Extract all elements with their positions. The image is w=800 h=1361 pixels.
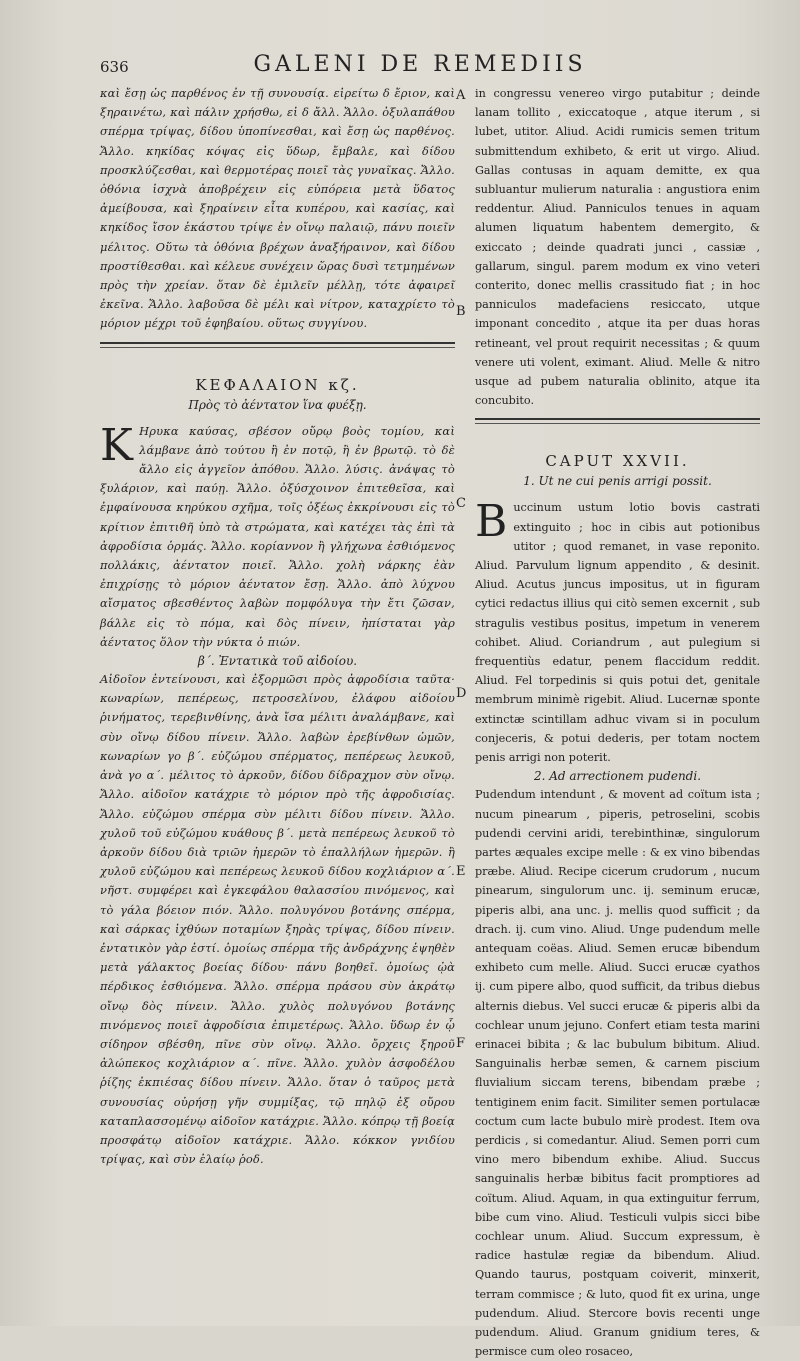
latin-dropcap: B [475,496,508,548]
greek-paragraph-2: Αἰδοῖον ἐντείνουσι, καὶ ἐξορμῶσι πρὸς ἀφροδίσια ταῦτα· κωναρίων, πεπέρεως, πετροσελίνου, ἐλάφου αἰδοίου ῥινήματος, τερεβινθίνης, ἀνὰ ἴσα μέλιτι ἀναλάμβανε, καὶ σὺν οἴνῳ δίδου πίνειν. Ἄλλο. λαβὼν ἐρεβίνθων ὠμῶν, κωναρίων γο β΄. εὐζώμου σπέρματος, πεπέρεως λευκοῦ, ἀνὰ γο α΄. μέλιτος τὸ ἀρκοῦν, δίδου δίδραχμον σὺν οἴνῳ. Ἄλλο. αἰδοῖον κατάχριε τὸ μόριον πρὸ τῆς ἀφροδισίας. Ἄλλο. εὐζώμου σπέρμα σὺν μέλιτι δίδου πίνειν. Ἄλλο. χυλοῦ τοῦ εὐζώμου κυάθους β΄. μετὰ πεπέρεως λευκοῦ τὸ ἀρκοῦν δίδου διὰ τριῶν ἡμερῶν τὸ ἐπαλλήλων ἡμερῶν. ἢ χυλοῦ εὐζώμου καὶ πεπέρεως λευκοῦ δίδου κοχλιάριον α΄. νῆστ. συμφέρει καὶ ἐγκεφάλου θαλασσίου πινόμενος, καὶ τὸ γάλα βόειον πιόν. Ἄλλο. πολυγόνου βοτάνης σπέρμα, καὶ σάρκας ἰχθύων ποταμίων ξηρὰς τρίψας, δίδου πίνειν. ἐντατικὸν γὰρ ἐστί. ὁμοίως σπέρμα τῆς ἀνδράχνης ἑψηθὲν μετὰ γάλακτος βοείας δίδου· πάνυ βοηθεῖ. ὁμοίως ᾠὰ πέρδικος ἐσθιόμενα. Ἄλλο. σπέρμα πράσου σὺν ἀκράτῳ οἴνῳ δὸς πίνειν. Ἄλλο. χυλὸς πολυγόνου βοτάνης πινόμενος ποιεῖ ἀφροδίσια ἐπιμετέρως. Ἄλλο. ὕδωρ ἐν ᾧ σίδηρον σβέσθη, πῖνε σὺν οἴνῳ. Ἄλλο. ὄρχεις ξηροῦ ἀλώπεκος κοχλιάριον α΄. πῖνε. Ἄλλο. χυλὸν ἀσφοδέλου ῥίζης ἐκπιέσας δίδου πίνειν. Ἄλλο. ὅταν ὁ ταῦρος μετὰ συνουσίας οὐρήσῃ γῆν συμμίξας, τῷ πηλῷ ἐξ οὔρου καταπλασσομένῳ αἰδοῖον κατάχριε. Ἄλλο. κόπρῳ τῇ βοείᾳ προσφάτῳ αἰδοῖον κατάχριε. Ἄλλο. κόκκον γνιδίου τρίψας, καὶ σὺν ἐλαίῳ ῥοδ. [100,672,455,1167]
latin-paragraph-2: Pudendum intendunt , & movent ad coïtum ista ; nucum pinearum , piperis, petroselini, scobis pudendi cervini aridi, terebinthinæ, singulorum partes æquales excipe melle : & ex vino bibendas præbe. Aliud. Recipe cicerum crudorum , nucum pinearum, singulorum unc. ij. seminum erucæ, piperis albi, ana unc. j. mellis quod sufficit ; da drach. ij. cum vino. Aliud. Unge pudendum melle antequam coëas. Aliud. Semen erucæ bibendum exhibeto cum melle. Aliud. Succi erucæ cyathos ij. cum pipere albo, quod sufficit, da tribus diebus alternis diebus. Vel succi erucæ & piperis albi da cochlear unum jejuno. Confert etiam testa marini erinacei bibita ; & lac bubulum bibitum. Aliud. Sanguinalis herbæ semen, & carnem piscium fluvialium siccam terens, bibendam præbe ; tentiginem enim facit. Similiter semen portulacæ coctum cum lacte bubulo mirè prodest. Item ova perdicis , si comedantur. Aliud. Semen porri cum vino mero bibendum exhibe. Aliud. Succus sanguinalis herbæ bibitus facit promptiores ad coïtum. Aliud. Aquam, in qua extinguitur ferrum, bibe cum vino. Aliud. Testiculi vulpis sicci bibe cochlear unum. Aliud. Succum expressum, è radice hastulæ regiæ da bibendum. Aliud. Quando taurus, postquam coiverit, minxerit, terram commisce ; & luto, quod fit ex urina, unge pudendum. Aliud. Stercore bovis recenti unge pudendum. Aliud. Granum gnidium teres, & permisce cum oleo rosaceo, [475,788,760,1359]
running-title: GALENI DE REMEDIIS [253,52,587,77]
latin-section-2-title: 2. Ad arrectionem pudendi. [533,769,702,784]
margin-letter-c: C [456,496,466,511]
greek-dropcap: Κ [100,419,134,471]
page-number: 636 [100,58,129,76]
divider-rule-thin [100,347,455,348]
greek-chapter-subtitle: Πρὸς τὸ ἀέντατον ἵνα φυέξῃ. [188,397,367,412]
margin-letter-f: F [456,1036,466,1051]
greek-top-paragraph: καὶ ἔσῃ ὡς παρθένος ἐν τῇ συνουσίᾳ. εἰρείτω δ ἔριον, καὶ ξηραινέτω, καὶ πάλιν χρήσθω, εἰ δ ἄλλ. Ἄλλο. ὀξυλαπάθου σπέρμα τρίψας, δίδου ὑποπίνεσθαι, καὶ ἔσῃ ὡς παρθένος. Ἄλλο. κηκίδας κόψας εἰς ὕδωρ, ἔμβαλε, καὶ δίδου προσκλύζεσθαι, καὶ θερμοτέρας ποιεῖ τὰς γυναῖκας. Ἄλλο. ὀθόνια ἰσχνὰ ἀποβρέχειν εἰς εὐπόρεια μετὰ ὕδατος ἀμείβουσα, καὶ ξηραίνειν εἶτα κυπέρου, καὶ κασίας, καὶ κηκίδος ἴσον ἑκάστου τρίψε ἐν οἴνῳ παλαιῷ, πάνυ ποιεῖν μέλιτος. Οὕτω τὰ ὀθόνια βρέχων ἀναξήραινον, καὶ δίδου προστίθεσθαι. καὶ κέλευε συνέχειν ὥρας δυσὶ τετμημένων πρὸς τὴν χρείαν. ὅταν δὲ ἐμιλεῖν μέλλῃ, τότε ἀφαιρεῖ ἐκεῖνα. Ἄλλο. λαβοῦσα δὲ μέλι καὶ νίτρον, καταχρίετο τὸ μόριον μέχρι τοῦ ἐφηβαίου. οὕτως συγγίνου. [100,86,455,331]
latin-chapter-title: CAPUT XXVII. [545,452,690,471]
greek-column [100,84,455,1169]
margin-letter-b: B [456,304,466,319]
divider-rule [100,342,455,344]
margin-letter-a: A [456,88,466,103]
greek-paragraph-1 [100,419,455,652]
margin-letter-d: D [456,686,467,701]
margin-letter-e: E [456,864,466,879]
divider-rule-thin [475,423,760,424]
latin-paragraph-1 [475,498,760,767]
greek-paragraph-1-text: Ηρυκα καύσας, σβέσον οὔρῳ βοὸς τομίου, καὶ λάμβανε ἀπὸ τούτου ἢ ἐν ποτῷ, ἢ ἐν βρωτῷ. τὸ δὲ ἄλλο εἰς ἀγγεῖον ἀπόθου. Ἄλλο. λύσις. ἀνάψας τὸ ξυλάριον, καὶ παύῃ. Ἄλλο. ὀξύσχοινον ἐπιτεθεῖσα, καὶ ἐμφαίνουσα κηρύκου σχῆμα, τοῖς ὀξέως ἐκκρίνουσι εἰς τὸ κρίτιον ἐπιτιθῆ ὑπὸ τὰ στρώματα, καὶ κατέχει τὰς ἐπὶ τὰ ἀφροδίσια ὁρμάς. Ἄλλο. κορίαννον ἢ γλήχωνα ἐσθιόμενος πολλάκις, ἀέντατον ποιεῖ. Ἄλλο. χολὴ νάρκης ἐὰν ἐπιχρίσῃς τὸ μόριον ἀέντατον ἔσῃ. Ἄλλο. ἀπὸ λύχνου αἴσματος σβεσθέντος λαβὼν πομφόλυγα τὴν ἔτι ζῶσαν, βάλλε εἰς τὸ πόμα, καὶ δὸς πίνειν, ἠπίσταται γὰρ ἀέντατος ὅλον τὴν νύκτα ὁ πιών. [100,423,455,649]
latin-top-paragraph: in congressu venereo virgo putabitur ; deinde lanam tollito , exiccatoque , atque iterum , si lubet, utitor. Aliud. Acidi rumicis semen tritum submittendum exhibeto, & erit ut virgo. Aliud. Gallas contusas in aquam demitte, ex qua subluantur mulierum naturalia : angustiora enim reddentur. Aliud. Panniculos tenues in aquam alumen liquatum habentem demergito, & exiccato ; deinde quadrati junci , cassiæ , gallarum, singul. parem modum ex vino veteri conterito, donec mellis crassitudo fiat ; in hoc panniculos madefaciens resiccato, utque imponant concedito , atque ita per duas horas retineant, vel prout requirit necessitas ; & quum venere uti volent, eximant. Aliud. Melle & nitro usque ad pubem naturalia oblinito, atque ita concubito. [475,87,760,408]
divider-rule [475,418,760,420]
page-header [0,52,800,82]
greek-chapter-title: ΚΕΦΑΛΑΙΟΝ κζ. [195,375,360,394]
greek-section-title: β΄. Ἐντατικὰ τοῦ αἰδοίου. [197,654,358,669]
latin-paragraph-1-text: uccinum ustum lotio bovis castrati extinguito ; hoc in cibis aut potionibus utitor ; quod remanet, in vase reponito. Aliud. Parvulum lignum appendito , & desinit. Aliud. Acutus juncus impositus, ut in figuram cytici redactus illius qui citò semen excernit , sub stragulis vestibus positus, impetum in venerem cohibet. Aliud. Coriandrum , aut pulegium si frequentiùs edatur, penem flaccidum reddit. Aliud. Fel torpedinis si quis potui det, genitale membrum minimè rigebit. Aliud. Lucernæ sponte extinctæ scintillam adhuc vivam si in poculum conjeceris, & potui dederis, per totam noctem penis arrigi non poterit. [475,501,760,765]
latin-section-1-title: 1. Ut ne cui penis arrigi possit. [523,474,712,489]
latin-column [475,84,760,1361]
